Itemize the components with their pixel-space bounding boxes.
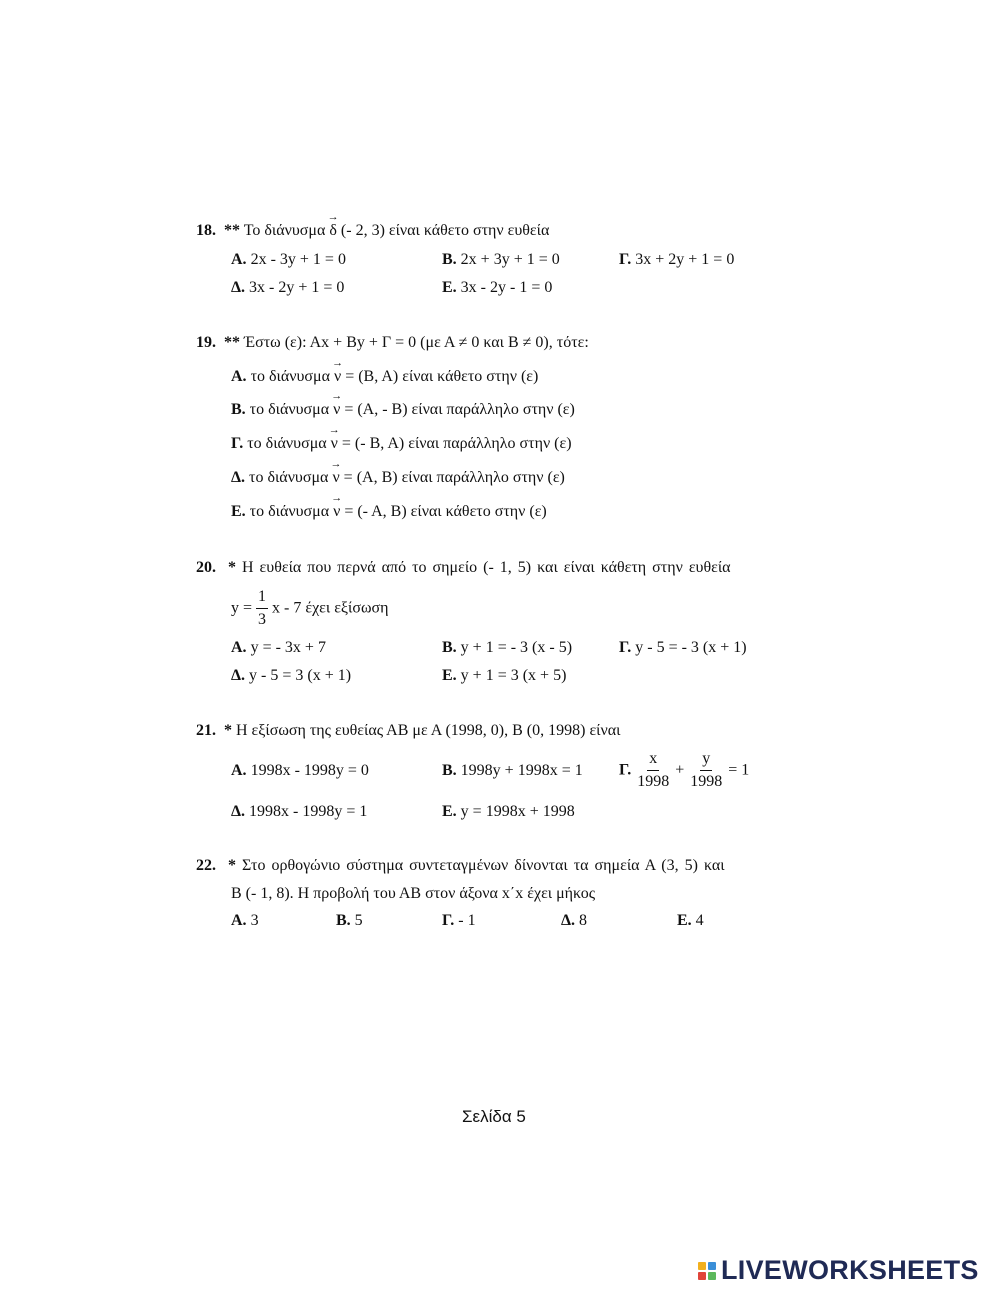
- question-number: 22.: [196, 857, 216, 874]
- q22-option-e[interactable]: Ε. 4: [677, 912, 704, 929]
- question-18-stem: [196, 211, 550, 239]
- brand-name: LIVEWORKSHEETS: [721, 1255, 979, 1285]
- question-21-stem: [196, 723, 620, 739]
- stem-text: Το διάνυσμα: [243, 222, 326, 239]
- q21-option-d[interactable]: Δ. 1998x - 1998y = 1: [231, 803, 368, 820]
- vector-arrow-icon: →: [331, 492, 343, 504]
- q19-option-a[interactable]: Α. το διάνυσμα → ν = (Β, Α) είναι κάθετο στην (ε): [231, 357, 539, 385]
- vector-nu: → ν: [330, 458, 342, 486]
- question-22-stem: [196, 858, 725, 874]
- q21-option-b[interactable]: Β. 1998y + 1998x = 1: [442, 762, 583, 779]
- q20-option-c[interactable]: Γ. y - 5 = - 3 (x + 1): [619, 639, 747, 656]
- q21-option-a[interactable]: Α. 1998x - 1998y = 0: [231, 762, 369, 779]
- q19-option-c[interactable]: Γ. το διάνυσμα → ν = (- Β, Α) είναι παράλληλο στην (ε): [231, 424, 572, 452]
- stem-text: Στο ορθογώνιο σύστημα συντεταγμένων δίνονται τα σημεία Α (3, 5) και: [242, 857, 725, 874]
- question-22-stem-line2: Β (- 1, 8). Η προβολή του ΑΒ στον άξονα x΄x έχει μήκος: [231, 885, 596, 902]
- vector-nu: → ν: [331, 492, 343, 520]
- difficulty-stars: **: [224, 222, 240, 239]
- liveworksheets-logo: [698, 1257, 979, 1284]
- vector-arrow-icon: →: [327, 211, 339, 223]
- question-number: 21.: [196, 722, 216, 739]
- page-number: Σελίδα 5: [462, 1107, 526, 1126]
- vector-delta: → δ: [327, 211, 339, 239]
- vector-arrow-icon: →: [328, 424, 340, 436]
- q18-option-e[interactable]: Ε. 3x - 2y - 1 = 0: [442, 279, 553, 296]
- difficulty-stars: **: [224, 334, 240, 351]
- logo-tiles-icon: [698, 1262, 716, 1280]
- q18-option-c[interactable]: Γ. 3x + 2y + 1 = 0: [619, 251, 735, 268]
- difficulty-stars: *: [224, 722, 232, 739]
- q20-option-b[interactable]: Β. y + 1 = - 3 (x - 5): [442, 639, 573, 656]
- stem-text: Η ευθεία που περνά από το σημείο (- 1, 5) και είναι κάθετη στην ευθεία: [242, 559, 731, 576]
- q18-option-b[interactable]: Β. 2x + 3y + 1 = 0: [442, 251, 560, 268]
- q22-option-d[interactable]: Δ. 8: [561, 912, 588, 929]
- fraction-x-over-1998: $\frac{x}{1998}$: [637, 750, 670, 791]
- question-number: 19.: [196, 334, 216, 351]
- vector-nu: → ν: [328, 424, 340, 452]
- stem-text: Έστω (ε): Αx + Βy + Γ = 0 (με Α ≠ 0 και Β ≠ 0), τότε:: [244, 334, 589, 351]
- q18-option-a[interactable]: Α. 2x - 3y + 1 = 0: [231, 251, 346, 268]
- q19-option-b[interactable]: Β. το διάνυσμα → ν = (Α, - Β) είναι παράλληλο στην (ε): [231, 390, 575, 418]
- q21-option-e[interactable]: Ε. y = 1998x + 1998: [442, 803, 575, 820]
- fraction-one-third: $\frac{1}{3}$: [258, 588, 267, 629]
- question-number: 18.: [196, 222, 216, 239]
- question-number: 20.: [196, 559, 216, 576]
- vector-nu: → ν: [331, 390, 343, 418]
- q18-option-d[interactable]: Δ. 3x - 2y + 1 = 0: [231, 279, 345, 296]
- difficulty-stars: *: [228, 857, 236, 874]
- vector-nu: → ν: [332, 357, 344, 385]
- q19-option-e[interactable]: Ε. το διάνυσμα → ν = (- Α, Β) είναι κάθετο στην (ε): [231, 492, 547, 520]
- vector-arrow-icon: →: [331, 390, 343, 402]
- stem-text: Η εξίσωση της ευθείας ΑΒ με Α (1998, 0), Β (0, 1998) είναι: [236, 722, 621, 739]
- q19-option-d[interactable]: Δ. το διάνυσμα → ν = (Α, Β) είναι παράλληλο στην (ε): [231, 458, 565, 486]
- stem-text: (- 2, 3) είναι κάθετο στην ευθεία: [340, 222, 550, 239]
- q20-option-d[interactable]: Δ. y - 5 = 3 (x + 1): [231, 667, 352, 684]
- q22-option-a[interactable]: Α. 3: [231, 912, 259, 929]
- q21-option-c[interactable]: Γ. $\frac{x}{1998}$ + $\frac{y}{1998}$ = 1: [619, 750, 750, 791]
- question-19-stem: [196, 335, 589, 351]
- q22-option-c[interactable]: Γ. - 1: [442, 912, 476, 929]
- q22-option-b[interactable]: Β. 5: [336, 912, 363, 929]
- difficulty-stars: *: [228, 559, 236, 576]
- fraction-y-over-1998: $\frac{y}{1998}$: [690, 750, 723, 791]
- question-20-stem: [196, 560, 731, 576]
- vector-arrow-icon: →: [332, 357, 344, 369]
- q20-option-e[interactable]: Ε. y + 1 = 3 (x + 5): [442, 667, 567, 684]
- q20-option-a[interactable]: Α. y = - 3x + 7: [231, 639, 326, 656]
- q20-equation: y = $\frac{1}{3}$ x - 7 έχει εξίσωση: [231, 588, 389, 629]
- vector-arrow-icon: →: [330, 458, 342, 470]
